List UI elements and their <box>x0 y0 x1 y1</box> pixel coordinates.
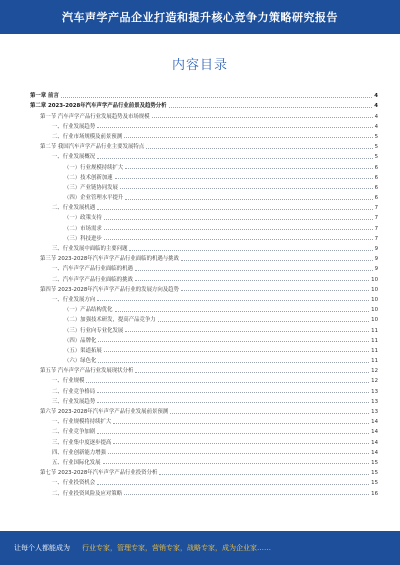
toc-leader-dots <box>97 401 369 403</box>
toc-leader-dots <box>97 126 372 128</box>
toc-entry[interactable] <box>30 384 378 394</box>
toc-entry[interactable] <box>30 344 378 354</box>
toc-entry[interactable] <box>30 425 378 435</box>
toc-entry[interactable] <box>30 232 378 242</box>
toc-entry[interactable] <box>30 262 378 272</box>
toc-entry-page-number: 16 <box>371 490 378 497</box>
toc-entry-label: 二、行业竞争格局 <box>52 388 96 395</box>
toc-entry[interactable] <box>30 374 378 384</box>
toc-entry-page-number: 15 <box>371 470 378 477</box>
toc-leader-dots <box>158 320 369 322</box>
toc-entry-page-number: 14 <box>371 439 378 446</box>
toc-entry-label: （一）政策支持 <box>64 215 102 222</box>
toc-entry[interactable] <box>30 303 378 313</box>
toc-entry-label: 二、行业投资风险及应对策略 <box>52 490 123 497</box>
toc-entry-label: 一、行业规模 <box>52 378 85 385</box>
toc-entry-label: 第二节 我国汽车声学产品行业主要发展特点 <box>40 144 145 151</box>
toc-title: 内容目录 <box>171 58 228 73</box>
toc-leader-dots <box>135 371 369 373</box>
toc-entry-page-number: 4 <box>374 113 378 120</box>
toc-entry-page-number: 14 <box>371 449 378 456</box>
toc-entry-label: （六）绿色化 <box>64 358 97 365</box>
toc-leader-dots <box>170 412 369 414</box>
toc-entry-page-number: 12 <box>371 378 378 385</box>
footer-slogan: 让每个人都能成为 <box>14 544 70 552</box>
toc-entry-page-number: 11 <box>371 358 378 365</box>
toc-leader-dots <box>61 96 372 98</box>
toc-entry-label: 第一章 前言 <box>30 93 59 100</box>
toc-leader-dots <box>125 330 369 332</box>
toc-entry-label: 第四节 2023-2028年汽车声学产品行业的发展方向及趋势 <box>40 286 179 293</box>
toc-entry-page-number: 6 <box>374 164 378 171</box>
toc-leader-dots <box>104 218 373 220</box>
toc-leader-dots <box>120 187 373 189</box>
toc-entry-label: （二）技术创新加速 <box>64 174 113 181</box>
toc-entry-page-number: 15 <box>371 459 378 466</box>
page-header <box>0 0 400 34</box>
toc-entry-page-number: 10 <box>371 307 378 314</box>
toc-entry-page-number: 13 <box>371 409 378 415</box>
toc-entry[interactable] <box>30 364 378 374</box>
toc-entry-page-number: 9 <box>374 266 378 273</box>
toc-entry-label: （二）加强技术研发，提高产品竞争力 <box>64 317 156 324</box>
toc-entry-label: 一、行业发展概况 <box>52 154 96 161</box>
toc-entry[interactable] <box>30 293 378 303</box>
toc-leader-dots <box>124 493 369 495</box>
toc-entry-label: 第一节 汽车声学产品行业发展趋势及市场规模 <box>40 113 150 120</box>
toc-leader-dots <box>181 259 373 261</box>
toc-leader-dots <box>169 106 373 108</box>
toc-entry-page-number: 10 <box>371 286 378 293</box>
toc-entry-label: （四）品牌化 <box>64 337 97 344</box>
toc-entry-page-number: 7 <box>374 205 378 212</box>
toc-entry-page-number: 13 <box>371 398 378 405</box>
toc-leader-dots <box>104 238 373 240</box>
toc-entry-page-number: 6 <box>374 184 378 191</box>
toc-entry-page-number: 7 <box>374 215 378 222</box>
toc-leader-dots <box>98 361 369 363</box>
toc-leader-dots <box>104 350 369 352</box>
toc-leader-dots <box>108 452 369 454</box>
toc-entry[interactable] <box>30 160 378 170</box>
toc-entry-page-number: 4 <box>374 123 378 130</box>
toc-entry-page-number: 12 <box>371 368 378 375</box>
toc-entry[interactable] <box>30 334 378 344</box>
toc-entry[interactable] <box>30 140 378 150</box>
toc-entry-page-number: 14 <box>371 419 378 426</box>
toc-entry-label: 三、行业发展中面临的主要问题 <box>52 246 128 252</box>
toc-leader-dots <box>97 157 372 159</box>
toc-entry-page-number: 5 <box>374 144 378 151</box>
toc-entry[interactable] <box>30 99 378 109</box>
toc-leader-dots <box>113 422 369 424</box>
toc-entry-page-number: 5 <box>374 133 378 140</box>
toc-entry[interactable] <box>30 466 378 476</box>
toc-entry-page-number: 6 <box>374 195 378 202</box>
toc-entry[interactable] <box>30 242 378 252</box>
toc-leader-dots <box>86 381 369 383</box>
toc-entry[interactable] <box>30 283 378 293</box>
toc-entry-label: 三、行业发展趋势 <box>52 398 96 405</box>
toc-entry-page-number: 5 <box>374 154 378 161</box>
toc-entry[interactable] <box>30 109 378 119</box>
toc-entry[interactable] <box>30 150 378 160</box>
toc-entry-page-number: 9 <box>374 246 378 252</box>
toc-entry-page-number: 10 <box>371 276 378 283</box>
toc-leader-dots <box>125 198 372 200</box>
toc-entry-page-number: 11 <box>371 337 378 344</box>
toc-entry-label: （一）行业规模持续扩大 <box>64 164 124 171</box>
toc-entry-label: 一、行业投资机会 <box>52 480 96 487</box>
toc-entry[interactable] <box>30 89 378 99</box>
toc-entry-label: （三）产业链协同发展 <box>64 184 118 191</box>
toc-entry-page-number: 10 <box>371 317 378 324</box>
toc-entry-label: 一、行业发展方向 <box>52 296 96 303</box>
toc-entry-page-number: 13 <box>371 388 378 395</box>
toc-entry[interactable] <box>30 120 378 130</box>
toc-entry-label: 一、汽车声学产品行业面临的机遇 <box>52 266 133 273</box>
toc-entry-label: 二、行业竞争加剧 <box>52 429 96 436</box>
toc-leader-dots <box>146 147 372 149</box>
toc-leader-dots <box>103 462 370 464</box>
toc-entry[interactable] <box>30 435 378 445</box>
toc-leader-dots <box>115 177 373 179</box>
toc-entry-page-number: 7 <box>374 225 378 232</box>
toc-entry-label: （二）市场需求 <box>64 225 102 232</box>
toc-entry-label: 第七节 2023-2028年汽车声学产品行业投资分析 <box>40 470 158 477</box>
toc-entry-label: 二、行业发展机遇 <box>52 205 96 212</box>
toc-leader-dots <box>181 289 369 291</box>
toc-entry[interactable] <box>30 323 378 333</box>
toc-entry[interactable] <box>30 181 378 191</box>
toc-leader-dots <box>97 391 369 393</box>
page-footer <box>0 531 400 565</box>
toc-entry-label: 五、行业国际化发展 <box>52 459 101 466</box>
footer-tagline: 行业专家，管理专家，营销专家，战略专家，成为企业家…… <box>82 544 271 552</box>
toc-entry-page-number: 11 <box>371 347 378 354</box>
toc-leader-dots <box>115 310 370 312</box>
toc-entry[interactable] <box>30 415 378 425</box>
report-title: 汽车声学产品企业打造和提升核心竞争力策略研究报告 <box>62 11 338 24</box>
toc-entry[interactable] <box>30 272 378 282</box>
toc-entry-page-number: 11 <box>371 327 378 334</box>
toc-entry[interactable] <box>30 446 378 456</box>
toc-entry-label: 二、行业市场规模及前景预测 <box>52 133 123 140</box>
toc-entry-label: 第五节 汽车声学产品行业发展现状分析 <box>40 368 134 375</box>
toc-entry-page-number: 15 <box>371 480 378 487</box>
toc-entry[interactable] <box>30 201 378 211</box>
toc-entry[interactable] <box>30 171 378 181</box>
toc-entry-label: 第三节 2023-2028年汽车声学产品行业面临的机遇与挑战 <box>40 256 179 263</box>
toc-entry[interactable] <box>30 405 378 415</box>
toc-leader-dots <box>97 432 369 434</box>
toc-entry-label: 四、行业创新能力增强 <box>52 449 106 456</box>
toc-leader-dots <box>98 340 369 342</box>
toc-leader-dots <box>124 136 372 138</box>
toc-entry-page-number: 9 <box>374 256 378 263</box>
toc-entry-label: （三）行业向专业化发展 <box>64 327 124 334</box>
toc-entry[interactable] <box>30 252 378 262</box>
toc-entry[interactable] <box>30 395 378 405</box>
toc-entry-label: （三）科技进步 <box>64 235 102 242</box>
toc-entry-label: 第二章 2023-2028年汽车声学产品行业前景及趋势分析 <box>30 103 167 110</box>
toc-leader-dots <box>135 279 369 281</box>
toc-entry-label: （五）渠道拓展 <box>64 347 102 354</box>
toc-entry[interactable] <box>30 456 378 466</box>
toc-entry-label: 三、行业集中度逐步提高 <box>52 439 112 446</box>
toc-leader-dots <box>125 167 372 169</box>
toc-entry-page-number: 10 <box>371 296 378 303</box>
toc-entry[interactable] <box>30 221 378 231</box>
table-of-contents <box>30 89 378 497</box>
toc-entry-label: 二、汽车声学产品行业面临的挑战 <box>52 276 133 283</box>
toc-leader-dots <box>135 269 373 271</box>
toc-entry[interactable] <box>30 211 378 221</box>
toc-leader-dots <box>97 483 369 485</box>
toc-entry-label: （一）产品结构优化 <box>64 307 113 314</box>
toc-entry-label: 一、行业规模将持续扩大 <box>52 419 112 426</box>
toc-entry[interactable] <box>30 486 378 496</box>
toc-leader-dots <box>159 473 369 475</box>
toc-entry-label: 第六节 2023-2028年汽车声学产品行业发展前景预测 <box>40 409 169 415</box>
toc-entry[interactable] <box>30 354 378 364</box>
toc-leader-dots <box>97 299 369 301</box>
toc-entry[interactable] <box>30 130 378 140</box>
toc-entry-page-number: 4 <box>374 103 378 110</box>
toc-entry[interactable] <box>30 313 378 323</box>
toc-leader-dots <box>129 249 372 251</box>
toc-entry-page-number: 4 <box>374 93 378 100</box>
toc-entry-page-number: 6 <box>374 174 378 181</box>
toc-leader-dots <box>152 116 373 118</box>
toc-entry-label: （四）企业管理水平提升 <box>64 195 124 202</box>
toc-leader-dots <box>104 228 373 230</box>
toc-entry-label: 一、行业发展趋势 <box>52 123 96 130</box>
toc-entry[interactable] <box>30 191 378 201</box>
toc-entry-page-number: 7 <box>374 235 378 242</box>
toc-leader-dots <box>97 208 372 210</box>
toc-entry[interactable] <box>30 476 378 486</box>
toc-entry-page-number: 14 <box>371 429 378 436</box>
toc-leader-dots <box>113 442 369 444</box>
